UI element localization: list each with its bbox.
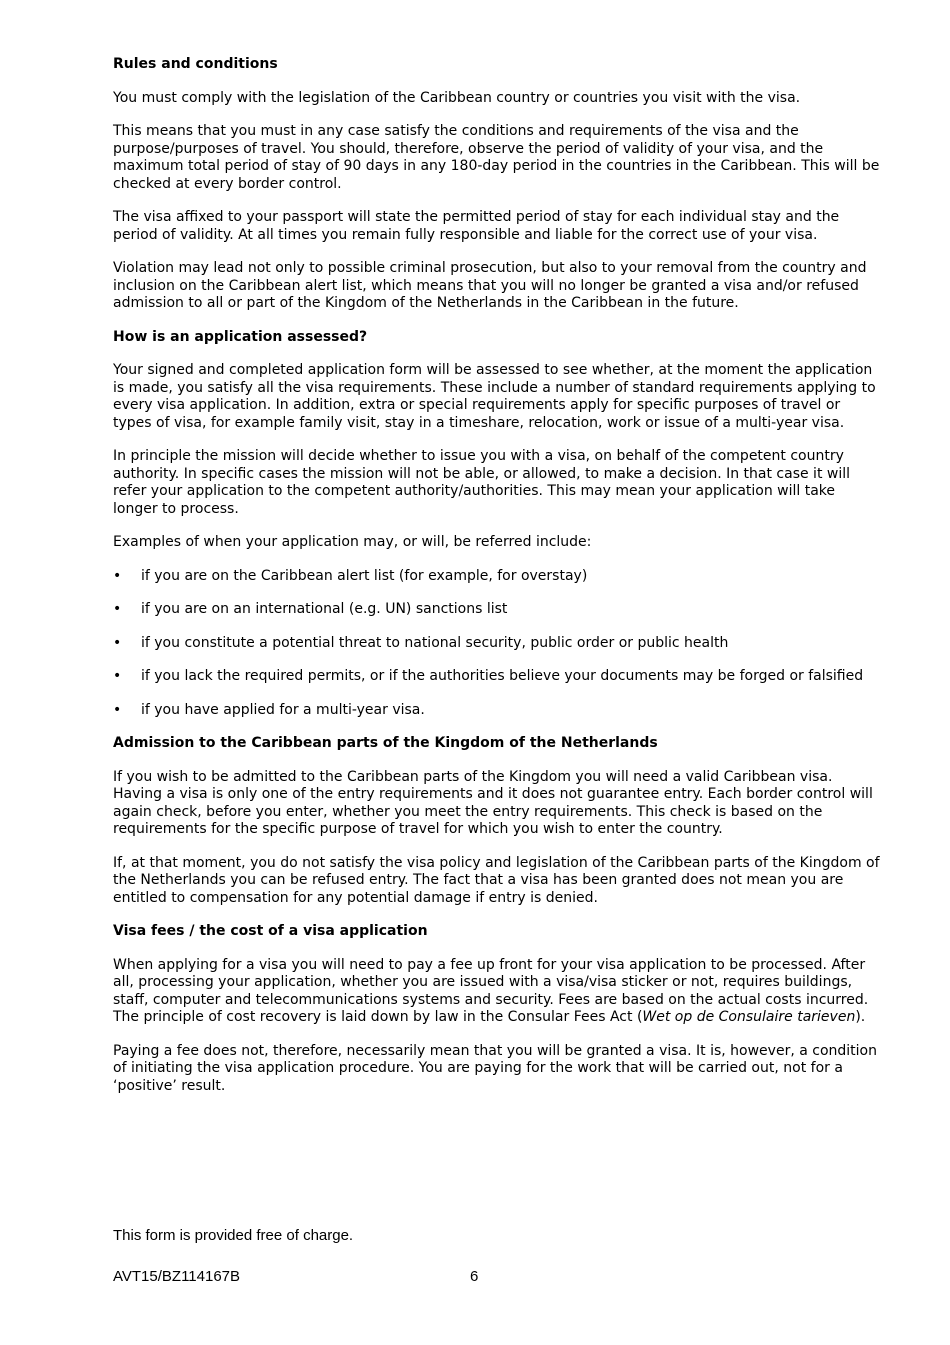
bullet-icon: • [113,601,122,617]
rules-paragraph-4: Violation may lead not only to possible criminal prosecution, but also to your removal from the country and inclusion on the Caribbean alert list, which means that you will no longer be granted a visa and/or refused admission to all or part of the Kingdom of the Netherlands in the Caribbean in the future. [113,260,867,311]
referral-examples-list [113,568,883,720]
admission-heading: Admission to the Caribbean parts of the Kingdom of the Netherlands [113,735,658,751]
fees-heading: Visa fees / the cost of a visa application [113,923,428,939]
admission-paragraph-2: If, at that moment, you do not satisfy the visa policy and legislation of the Caribbean parts of the Kingdom of the Netherlands you can be refused entry. The fact that a visa has been granted does not mean you are entitled to compensation for any potential damage if entry is denied. [113,854,880,906]
list-item [113,568,883,586]
list-item-text: if you have applied for a multi-year visa. [141,701,425,718]
list-item-text: if you lack the required permits, or if the authorities believe your documents may be forged or falsified [141,668,864,684]
list-item [113,635,883,653]
fees-paragraph-1-text: When applying for a visa you will need to pay a fee up front for your visa application to be processed. After all, processing your application, whether you are issued with a visa/visa sticker or not, requires buildings, staff, computer and telecommunications systems and security. Fees are based on the actual costs incurred. The principle of cost recovery is laid down by law in the Consular Fees Act ( [113,956,869,1025]
list-item-text: if you are on an international (e.g. UN) sanctions list [141,601,508,617]
admission-paragraph-1: If you wish to be admitted to the Caribbean parts of the Kingdom you will need a valid Caribbean visa. Having a visa is only one of the entry requirements and it does not guarantee entry. Each border control will again check, before you enter, whether you meet the entry requirements. This check is based on the requirements for the specific purpose of travel for which you wish to enter the country. [113,768,873,837]
assessment-heading: How is an application assessed? [113,328,368,345]
fees-paragraph-1-end: ). [855,1009,866,1025]
form-reference: AVT15/BZ114167B [113,1268,241,1285]
assessment-paragraph-3: Examples of when your application may, or will, be referred include: [113,534,592,550]
free-of-charge-note: This form is provided free of charge. [113,1227,354,1244]
list-item-text: if you constitute a potential threat to national security, public order or public health [141,634,729,651]
rules-paragraph-2: This means that you must in any case satisfy the conditions and requirements of the visa and the purpose/purposes of travel. You should, therefore, observe the period of validity of your visa, and the maximum total period of stay of 90 days in any 180-day period in the countries in the Caribbean. This will be checked at every border control. [113,123,880,192]
fees-paragraph-1 [113,957,883,1027]
consular-fees-act-title: Wet op de Consulaire tarieven [642,1009,856,1025]
assessment-paragraph-2: In principle the mission will decide whether to issue you with a visa, on behalf of the competent country authority. In specific cases the mission will not be able, or allowed, to make a decision. In that case it will refer your application to the competent authority/authorities. This may mean your application will take longer to process. [113,448,851,517]
bullet-icon: • [113,701,122,718]
list-item-text: if you are on the Caribbean alert list (for example, for overstay) [141,567,588,584]
bullet-icon: • [113,567,122,584]
rules-paragraph-1: You must comply with the legislation of the Caribbean country or countries you visit with the visa. [113,89,801,106]
document-body [113,56,883,1111]
list-item [113,601,883,619]
bullet-icon: • [113,634,122,651]
page-number: 6 [470,1268,479,1285]
rules-heading: Rules and conditions [113,56,278,72]
rules-paragraph-3: The visa affixed to your passport will state the permitted period of stay for each individual stay and the period of validity. At all times you remain fully responsible and liable for the correct use of your visa. [113,209,840,243]
assessment-paragraph-1: Your signed and completed application form will be assessed to see whether, at the moment the application is made, you satisfy all the visa requirements. These include a number of standard requirements applying to every visa application. In addition, extra or special requirements apply for specific purposes of travel or types of visa, for example family visit, stay in a timeshare, relocation, work or issue of a multi-year visa. [113,362,876,431]
list-item [113,668,883,686]
fees-paragraph-2: Paying a fee does not, therefore, necessarily mean that you will be granted a visa. It is, however, a condition of initiating the visa application procedure. You are paying for the work that will be carried out, not for a ‘positive’ result. [113,1042,877,1094]
list-item [113,702,883,720]
bullet-icon: • [113,668,122,684]
